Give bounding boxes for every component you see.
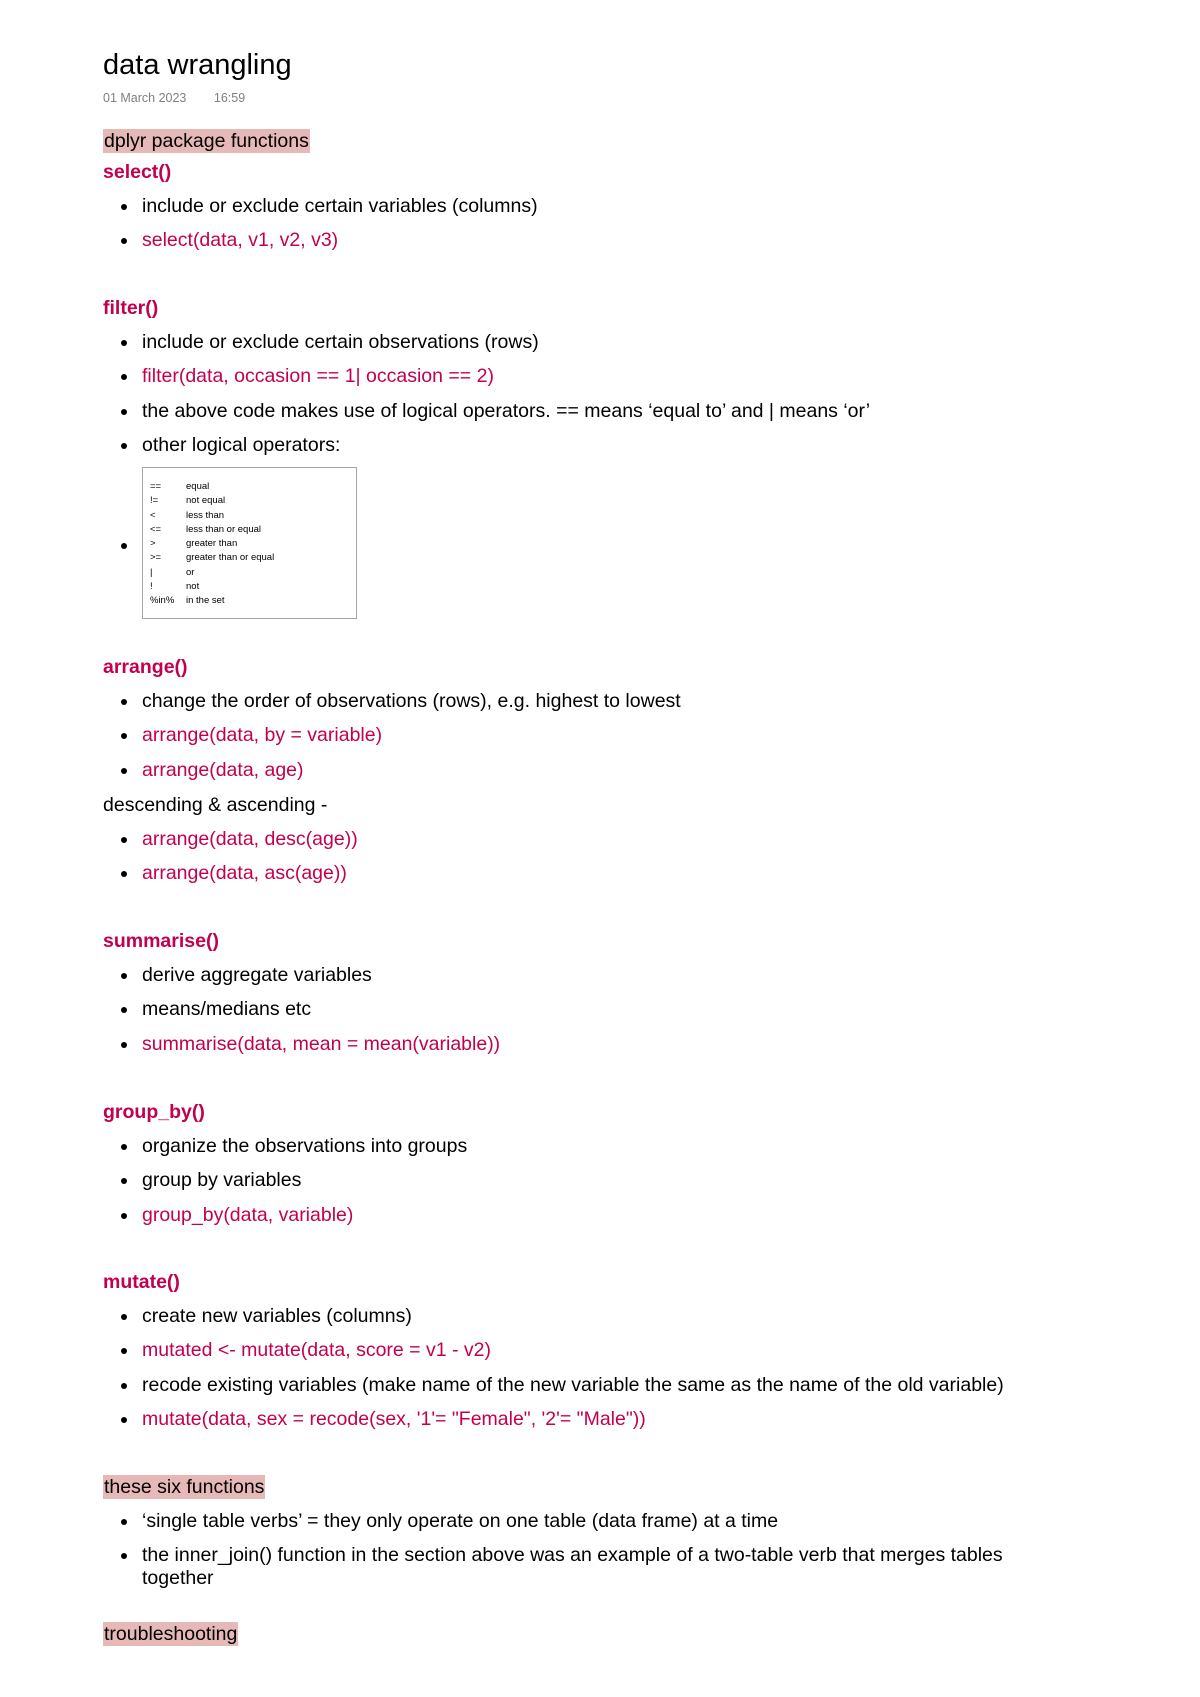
list-item: include or exclude certain variables (columns)	[117, 195, 1077, 229]
code-item: arrange(data, desc(age))	[117, 828, 1077, 862]
code-item: summarise(data, mean = mean(variable))	[117, 1033, 1077, 1067]
filter-heading: filter()	[103, 297, 159, 319]
table-row: != not equal	[150, 495, 226, 507]
code-item: filter(data, occasion == 1| occasion == 2)	[117, 365, 1077, 399]
logical-operators-table	[142, 467, 357, 619]
table-row: <= less than or equal	[150, 523, 261, 535]
arrange-list	[117, 690, 1077, 793]
select-list	[117, 195, 1077, 264]
table-row: == equal	[150, 481, 210, 492]
list-item: the above code makes use of logical operators. == means ‘equal to’ and | means ‘or’	[117, 400, 1077, 434]
page-timestamp	[103, 91, 269, 105]
code-item: select(data, v1, v2, v3)	[117, 229, 1077, 263]
group-by-heading: group_by()	[103, 1101, 205, 1123]
summarise-heading: summarise()	[103, 930, 219, 952]
table-row: ! not	[150, 581, 200, 593]
created-date: 01 March 2023	[103, 91, 187, 105]
table-row: > greater than	[150, 538, 238, 550]
package-heading: dplyr package functions	[104, 130, 309, 152]
sort-order-list	[117, 828, 1077, 897]
list-item: the inner_join() function in the section above was an example of a two-table verb that merges tables together	[117, 1544, 1077, 1592]
table-row: >= greater than or equal	[150, 552, 275, 564]
list-item: create new variables (columns)	[117, 1305, 1077, 1339]
list-item: other logical operators:	[117, 434, 1077, 468]
bullet-icon	[121, 543, 127, 549]
list-item: include or exclude certain observations (rows)	[117, 331, 1077, 365]
list-item: group by variables	[117, 1169, 1077, 1203]
sort-order-label: descending & ascending -	[103, 794, 328, 816]
list-item: change the order of observations (rows), e.g. highest to lowest	[117, 690, 1077, 724]
arrange-heading: arrange()	[103, 656, 188, 678]
six-functions-list	[117, 1510, 1077, 1592]
summarise-list	[117, 964, 1077, 1067]
mutate-list	[117, 1305, 1077, 1442]
table-row: %in% in the set	[150, 595, 225, 607]
code-item: arrange(data, age)	[117, 759, 1077, 793]
list-item: ‘single table verbs’ = they only operate on one table (data frame) at a time	[117, 1510, 1077, 1544]
list-item: means/medians etc	[117, 998, 1077, 1032]
table-row: | or	[150, 566, 195, 578]
six-functions-heading: these six functions	[104, 1476, 265, 1498]
list-item: derive aggregate variables	[117, 964, 1077, 998]
code-item: arrange(data, asc(age))	[117, 862, 1077, 896]
select-heading: select()	[103, 161, 172, 183]
code-item: mutate(data, sex = recode(sex, '1'= "Female", '2'= "Male"))	[117, 1408, 1077, 1442]
page-title: data wrangling	[103, 49, 292, 81]
code-item: mutated <- mutate(data, score = v1 - v2)	[117, 1339, 1077, 1373]
list-item: organize the observations into groups	[117, 1135, 1077, 1169]
created-time: 16:59	[213, 91, 246, 105]
troubleshooting-heading: troubleshooting	[104, 1623, 238, 1645]
code-item: group_by(data, variable)	[117, 1204, 1077, 1238]
code-item: arrange(data, by = variable)	[117, 724, 1077, 758]
group-by-list	[117, 1135, 1077, 1238]
filter-list	[117, 331, 1077, 468]
mutate-heading: mutate()	[103, 1271, 180, 1293]
list-item: recode existing variables (make name of the new variable the same as the name of the old variable)	[117, 1374, 1077, 1408]
table-row: < less than	[150, 509, 225, 521]
